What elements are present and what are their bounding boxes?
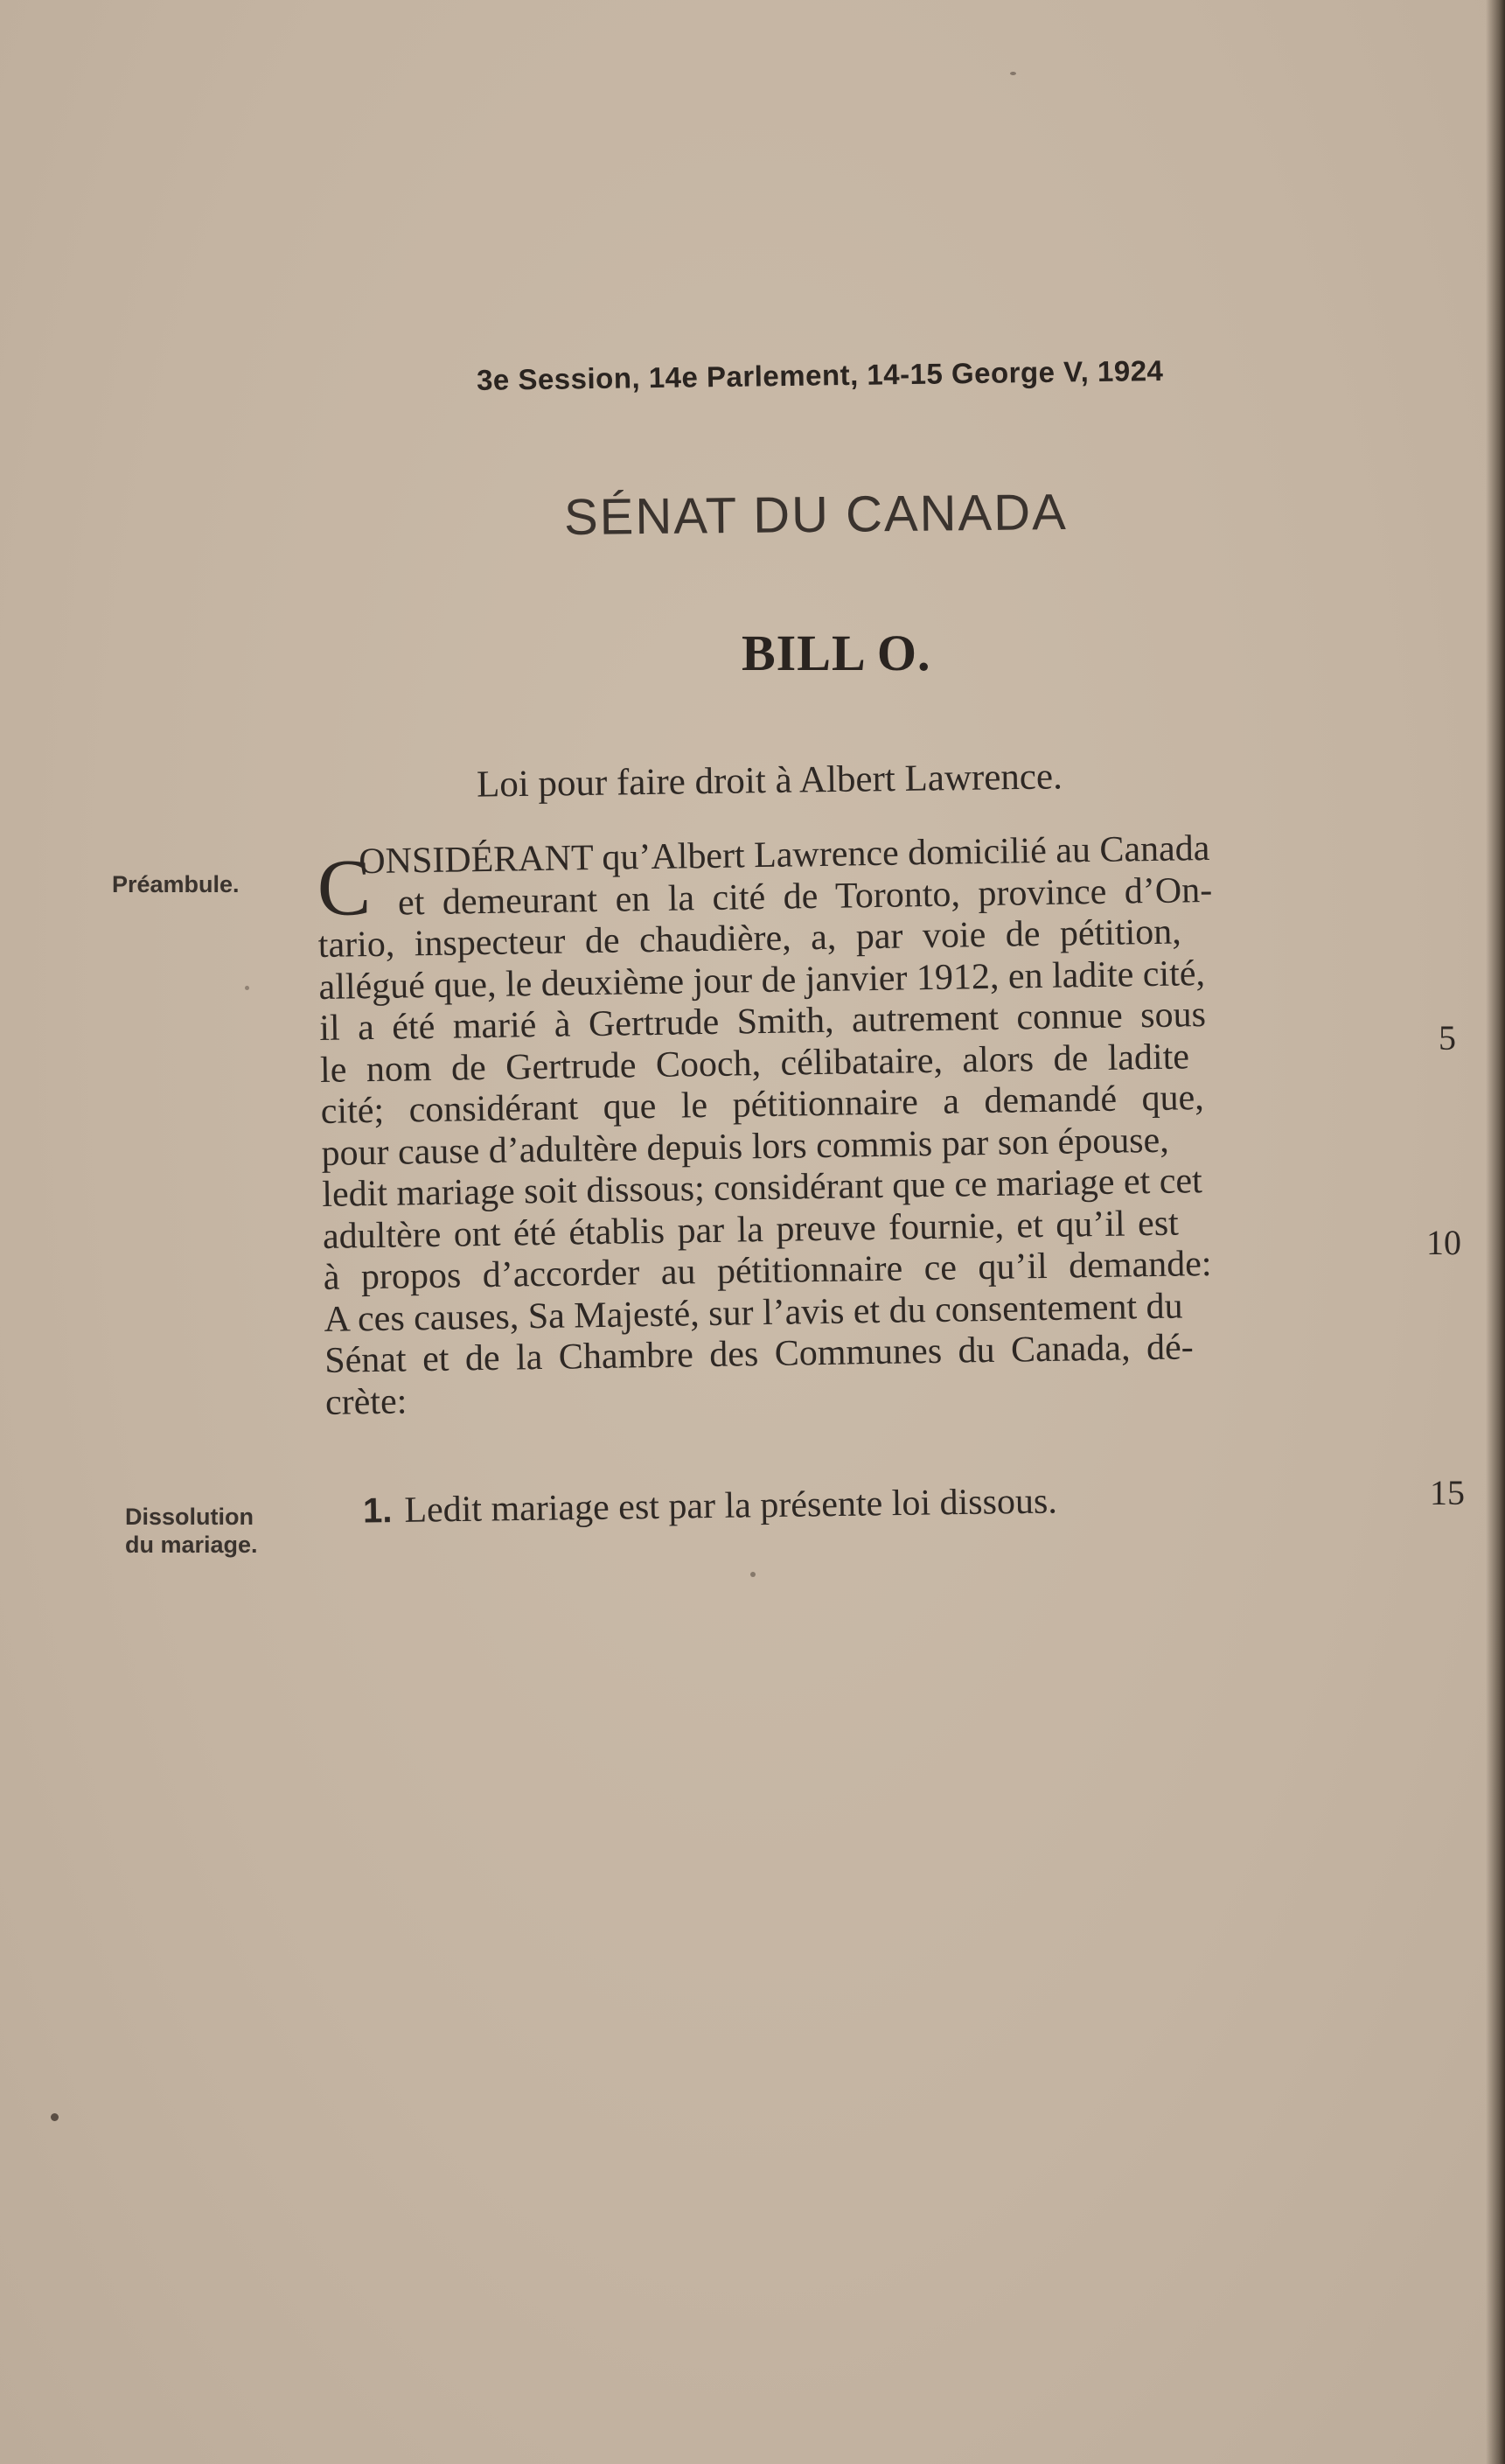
preamble-line: le nom de Gertrude Cooch, célibataire, alors de ladite bbox=[319, 1036, 1190, 1091]
preamble-line: ONSIDÉRANT qu’Albert Lawrence domicilié au Canada bbox=[358, 827, 1210, 883]
line-number-10: 10 bbox=[1426, 1223, 1461, 1262]
drop-cap: C bbox=[317, 842, 372, 932]
preamble-line: à propos d’accorder au pétitionnaire ce qu’il demande: bbox=[323, 1243, 1212, 1298]
preamble-line: cité; considérant que le pétitionnaire a demandé que, bbox=[320, 1078, 1205, 1132]
preamble-line: Sénat et de la Chambre des Communes du Canada, dé- bbox=[324, 1327, 1194, 1381]
margin-note-preamble: Préambule. bbox=[112, 871, 240, 897]
preamble-line: et demeurant en la cité de Toronto, province d’On- bbox=[397, 869, 1213, 924]
preamble-line: crète: bbox=[324, 1380, 408, 1423]
margin-note-dissolution-line1: Dissolution bbox=[125, 1504, 254, 1530]
margin-note-dissolution bbox=[125, 1503, 258, 1559]
paper-speck bbox=[750, 1572, 756, 1577]
line-number-5: 5 bbox=[1439, 1018, 1456, 1057]
margin-note-dissolution-line2: du mariage. bbox=[125, 1532, 258, 1558]
line-number-15: 15 bbox=[1430, 1473, 1465, 1512]
session-header: 3e Session, 14e Parlement, 14-15 George V, 1924 bbox=[476, 353, 1164, 396]
senate-title: SÉNAT DU CANADA bbox=[563, 483, 1069, 547]
paper-speck bbox=[51, 2113, 59, 2121]
section-number: 1. bbox=[362, 1491, 393, 1531]
section-1 bbox=[363, 1480, 1057, 1532]
paper-speck bbox=[245, 986, 249, 990]
act-title: Loi pour faire droit à Albert Lawrence. bbox=[476, 756, 1063, 806]
preamble-line: tario, inspecteur de chaudière, a, par voie de pétition, bbox=[317, 911, 1182, 966]
paper-speck bbox=[1010, 72, 1016, 75]
preamble-line: pour cause d’adultère depuis lors commis par son épouse, bbox=[321, 1120, 1170, 1174]
preamble-line: il a été marié à Gertrude Smith, autrement connue sous bbox=[318, 995, 1207, 1049]
preamble-text bbox=[317, 825, 1418, 1424]
preamble-line: allégué que, le deuxième jour de janvier 1912, en ladite cité, bbox=[318, 953, 1206, 1008]
preamble-line: ledit mariage soit dissous; considérant que ce mariage et cet bbox=[321, 1161, 1203, 1215]
preamble-line: A ces causes, Sa Majesté, sur l’avis et du consentement du bbox=[324, 1286, 1183, 1340]
bill-title: BILL O. bbox=[742, 625, 931, 681]
section-text: Ledit mariage est par la présente loi dissous. bbox=[404, 1481, 1058, 1531]
page-edge-shadow bbox=[1486, 0, 1505, 2464]
preamble-line: adultère ont été établis par la preuve fournie, et qu’il est bbox=[322, 1203, 1180, 1257]
